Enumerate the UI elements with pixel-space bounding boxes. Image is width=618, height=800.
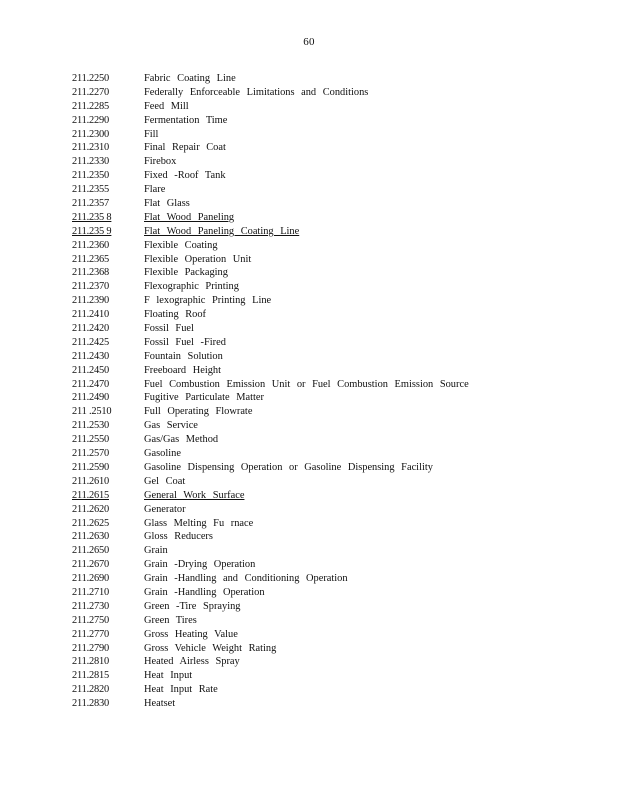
list-item: [72, 183, 542, 197]
defined-term: Gasoline Dispensing Operation or Gasoline Dispensing Facility: [144, 461, 433, 473]
list-item: [72, 128, 542, 142]
list-item: [72, 669, 542, 683]
list-item: [72, 419, 542, 433]
section-number: 211.2615: [72, 489, 109, 501]
section-number: 211.2365: [72, 253, 109, 265]
section-number: 211.235 9: [72, 225, 112, 237]
section-number: 211.2650: [72, 545, 109, 557]
list-item: [72, 475, 542, 489]
defined-term: Gloss Reducers: [144, 531, 213, 543]
list-item: [72, 225, 542, 239]
list-item: [72, 239, 542, 253]
list-item: [72, 600, 542, 614]
section-number: 211.2730: [72, 600, 109, 612]
defined-term: Fixed -Roof Tank: [144, 170, 226, 182]
section-number: 211.2670: [72, 559, 109, 571]
list-item: [72, 308, 542, 322]
defined-term: Gas Service: [144, 420, 198, 432]
section-number: 211.2810: [72, 656, 109, 668]
section-number: 211.2370: [72, 281, 109, 293]
section-number: 211.2590: [72, 461, 109, 473]
list-item: [72, 100, 542, 114]
section-number: 211.2710: [72, 586, 109, 598]
section-number: 211.2420: [72, 323, 109, 335]
defined-term: Fossil Fuel: [144, 323, 194, 335]
section-number: 211.2350: [72, 170, 109, 182]
section-number: 211.2310: [72, 142, 109, 154]
defined-term: Fabric Coating Line: [144, 73, 236, 84]
defined-term: Grain -Handling and Conditioning Operation: [144, 573, 348, 585]
list-item: [72, 530, 542, 544]
defined-term: Firebox: [144, 156, 177, 168]
section-number: 211.2620: [72, 503, 109, 515]
defined-term: Green -Tire Spraying: [144, 600, 241, 612]
page-number: 60: [303, 36, 315, 48]
list-item: [72, 197, 542, 211]
section-number: 211.2690: [72, 573, 109, 585]
list-item: [72, 141, 542, 155]
list-item: [72, 683, 542, 697]
list-item: [72, 544, 542, 558]
section-number: 211.2330: [72, 156, 109, 168]
defined-term: Flexible Packaging: [144, 267, 228, 279]
defined-term: Gross Vehicle Weight Rating: [144, 642, 277, 654]
list-item: [72, 697, 542, 711]
section-number: 211.2820: [72, 684, 109, 696]
list-item: [72, 391, 542, 405]
list-item: [72, 655, 542, 669]
defined-term: Flexographic Printing: [144, 281, 239, 293]
list-item: [72, 628, 542, 642]
section-number: 211.2390: [72, 295, 109, 307]
defined-term: Fossil Fuel -Fired: [144, 336, 226, 348]
list-item: [72, 503, 542, 517]
list-item: [72, 72, 542, 86]
section-number: 211.2530: [72, 420, 109, 432]
defined-term: Full Operating Flowrate: [144, 406, 253, 418]
list-item: [72, 489, 542, 503]
defined-term: Final Repair Coat: [144, 142, 226, 154]
defined-term: Fountain Solution: [144, 350, 223, 362]
section-number: 211.235 8: [72, 211, 112, 223]
section-number: 211.2270: [72, 86, 109, 98]
section-number: 211.2470: [72, 378, 109, 390]
section-number: 211.2830: [72, 698, 109, 710]
list-item: [72, 433, 542, 447]
defined-term: Gross Heating Value: [144, 628, 238, 640]
defined-term: Feed Mill: [144, 100, 189, 112]
list-item: [72, 86, 542, 100]
section-number: 211.2355: [72, 184, 109, 196]
list-item: [72, 280, 542, 294]
list-item: [72, 461, 542, 475]
defined-term: Federally Enforceable Limitations and Conditions: [144, 86, 369, 98]
defined-term: Fuel Combustion Emission Unit or Fuel Combustion Emission Source: [144, 378, 469, 390]
list-item: [72, 169, 542, 183]
list-item: [72, 572, 542, 586]
section-number: 211.2450: [72, 364, 109, 376]
defined-term: Gas/Gas Method: [144, 434, 219, 446]
defined-term: Freeboard Height: [144, 364, 221, 376]
defined-term: Grain -Drying Operation: [144, 559, 256, 571]
list-item: [72, 266, 542, 280]
section-number: 211.2625: [72, 517, 109, 529]
defined-term: General Work Surface: [144, 489, 245, 501]
list-item: [72, 364, 542, 378]
section-number: 211.2610: [72, 475, 109, 487]
section-number: 211.2285: [72, 100, 109, 112]
defined-term: Fill: [144, 128, 159, 140]
section-number: 211.2357: [72, 198, 109, 210]
defined-term: Fugitive Particulate Matter: [144, 392, 264, 404]
section-number: 211.2300: [72, 128, 109, 140]
defined-term: Heat Input: [144, 670, 193, 682]
section-number: 211.2425: [72, 336, 109, 348]
list-item: [72, 155, 542, 169]
section-number: 211.2790: [72, 642, 109, 654]
defined-term: Gel Coat: [144, 475, 186, 487]
section-number: 211.2360: [72, 239, 109, 251]
defined-term: Heatset: [144, 698, 176, 710]
defined-term: Flat Wood Paneling: [144, 211, 235, 223]
list-item: [72, 350, 542, 364]
list-item: [72, 211, 542, 225]
section-number: 211.2570: [72, 448, 109, 460]
section-number: 211.2550: [72, 434, 109, 446]
list-item: [72, 558, 542, 572]
list-item: [72, 322, 542, 336]
defined-term: Floating Roof: [144, 309, 207, 321]
defined-term: Generator: [144, 503, 186, 515]
defined-term: Heat Input Rate: [144, 684, 218, 696]
section-number: 211.2250: [72, 73, 109, 84]
section-number: 211.2410: [72, 309, 109, 321]
list-item: [72, 294, 542, 308]
list-item: [72, 642, 542, 656]
defined-term: Green Tires: [144, 614, 197, 626]
defined-term: Flexible Coating: [144, 239, 218, 251]
section-number: 211.2368: [72, 267, 109, 279]
defined-term: Fermentation Time: [144, 114, 228, 126]
section-number: 211.2490: [72, 392, 109, 404]
section-number: 211.2750: [72, 614, 109, 626]
section-number: 211.2770: [72, 628, 109, 640]
definition-list: [72, 72, 542, 711]
list-item: [72, 378, 542, 392]
list-item: [72, 114, 542, 128]
list-item: [72, 586, 542, 600]
list-item: [72, 614, 542, 628]
list-item: [72, 517, 542, 531]
list-item: [72, 405, 542, 419]
section-number: 211.2430: [72, 350, 109, 362]
section-number: 211.2815: [72, 670, 109, 682]
defined-term: Grain: [144, 545, 168, 557]
defined-term: Flat Glass: [144, 198, 190, 210]
section-number: 211 .2510: [72, 406, 112, 418]
defined-term: F lexographic Printing Line: [144, 295, 272, 307]
defined-term: Grain -Handling Operation: [144, 586, 265, 598]
defined-term: Glass Melting Fu rnace: [144, 517, 254, 529]
list-item: [72, 336, 542, 350]
defined-term: Flare: [144, 184, 166, 196]
defined-term: Heated Airless Spray: [144, 656, 240, 668]
defined-term: Gasoline: [144, 448, 181, 460]
list-item: [72, 253, 542, 267]
list-item: [72, 447, 542, 461]
defined-term: Flat Wood Paneling Coating Line: [144, 225, 300, 237]
defined-term: Flexible Operation Unit: [144, 253, 252, 265]
section-number: 211.2630: [72, 531, 109, 543]
section-number: 211.2290: [72, 114, 109, 126]
